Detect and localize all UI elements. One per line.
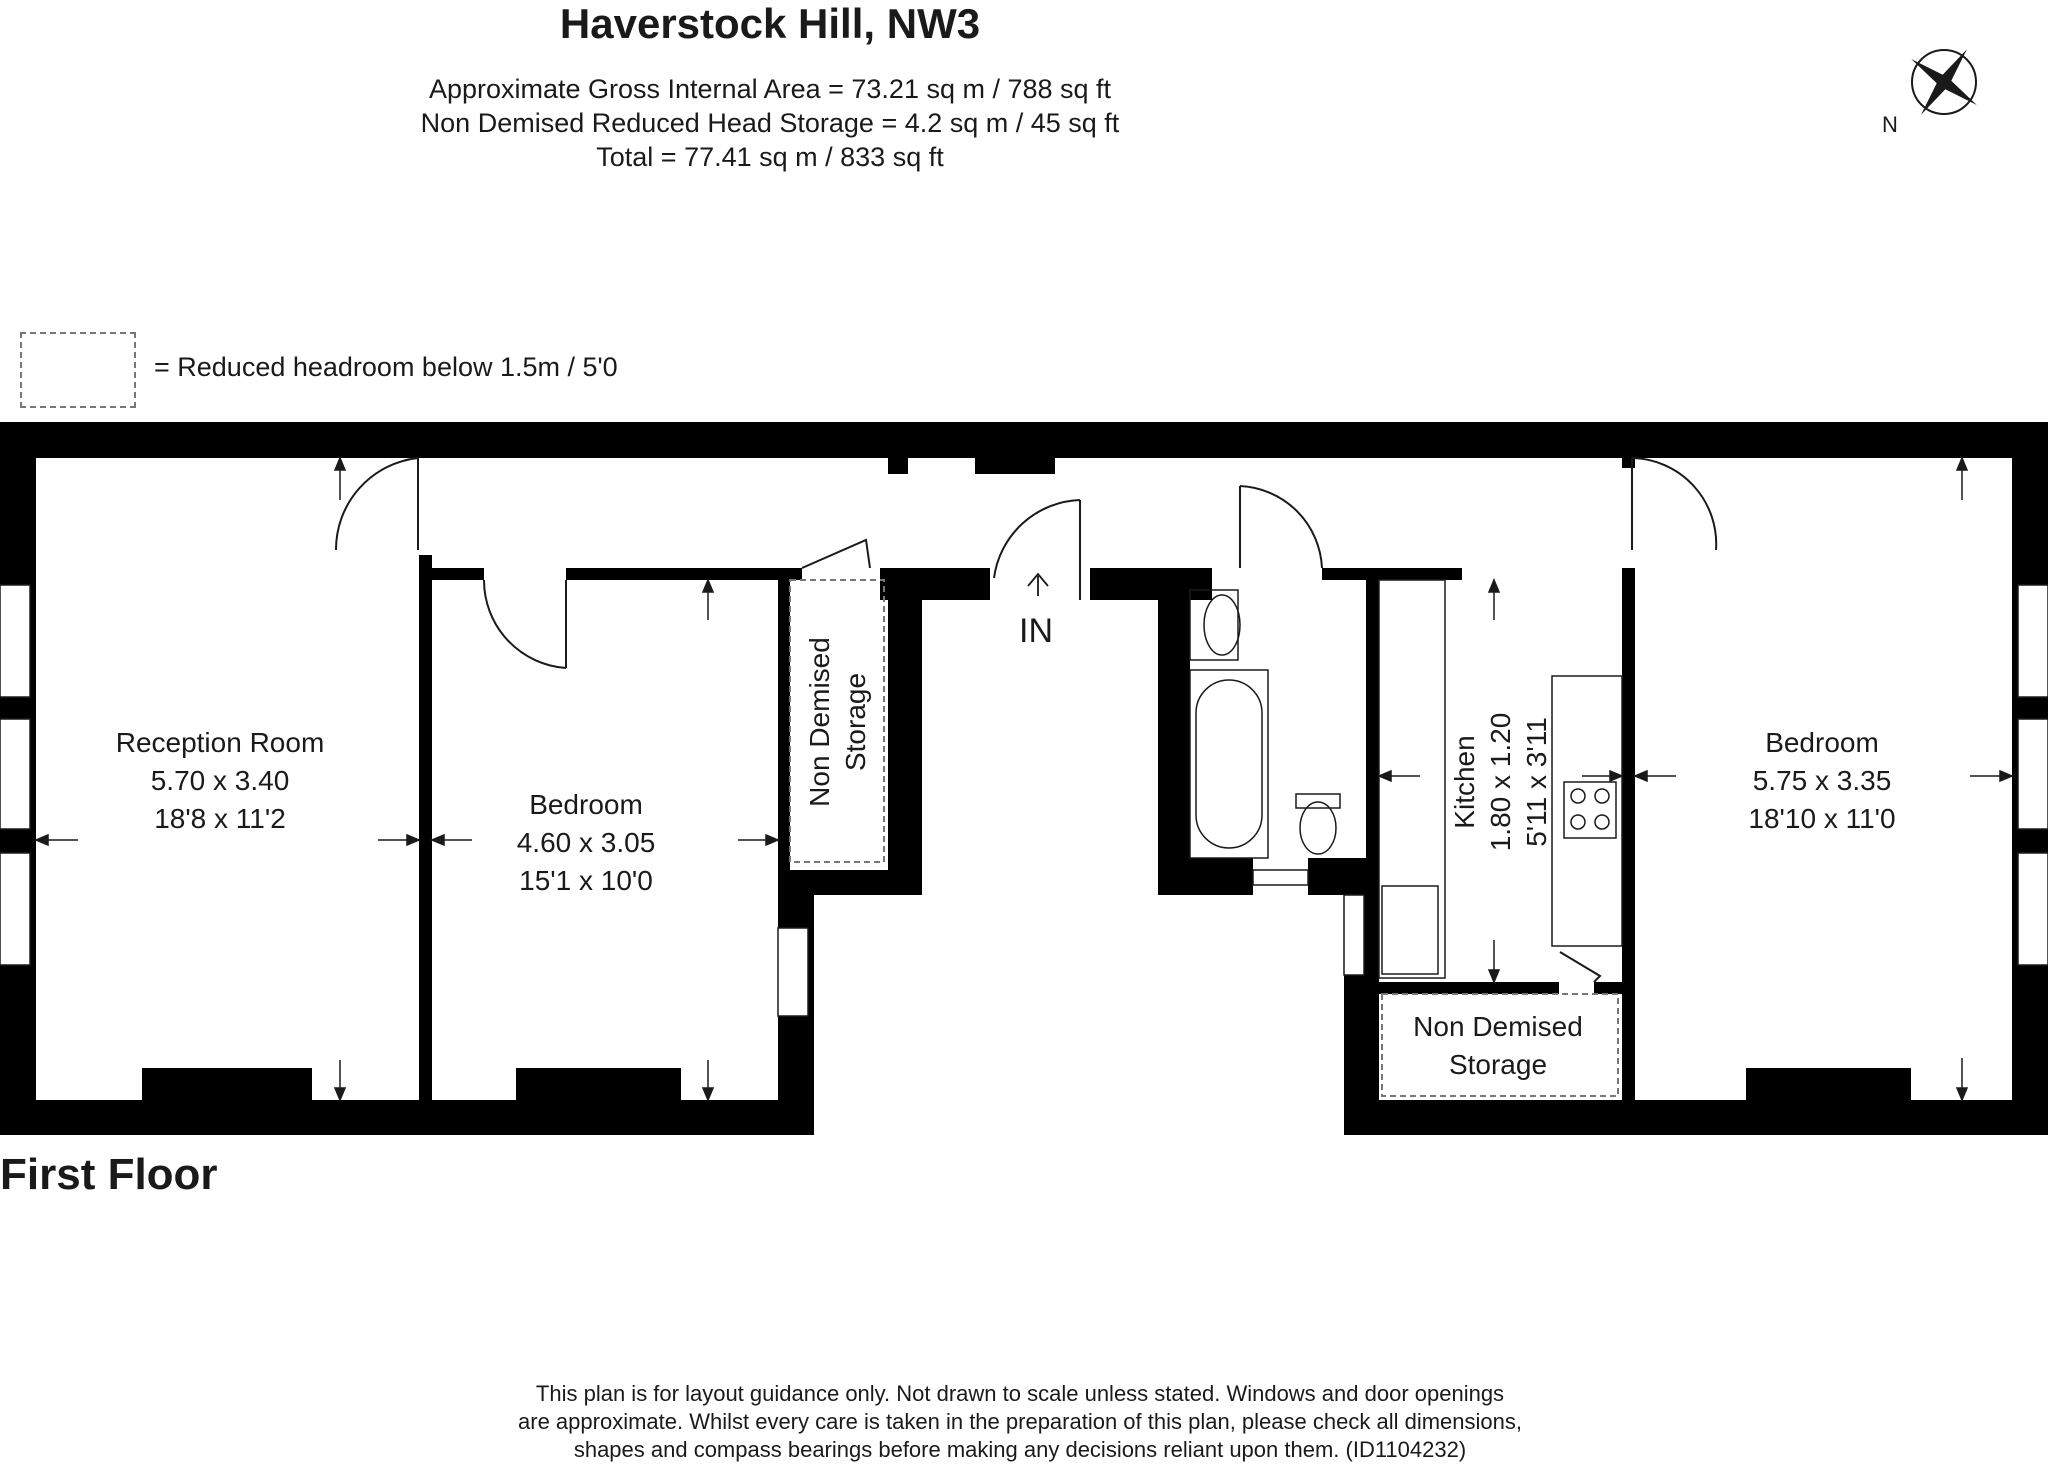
kitchen-counter-right xyxy=(1552,676,1622,946)
reduced-headroom-legend-text: = Reduced headroom below 1.5m / 5'0 xyxy=(154,352,618,382)
storage-left-line1: Non Demised xyxy=(804,637,835,807)
door-bathroom xyxy=(1240,486,1322,568)
door-storage-right xyxy=(1560,952,1600,982)
plan-title: Haverstock Hill, NW3 xyxy=(559,0,981,47)
bedroom-left-metric: 4.60 x 3.05 xyxy=(516,827,656,858)
wall-kitchen-left xyxy=(1366,580,1379,880)
window-reception-3 xyxy=(0,853,30,965)
wall-bottom-right xyxy=(1344,1100,2048,1135)
wall-kitchen-right xyxy=(1622,568,1635,1100)
window-bath xyxy=(1253,870,1308,885)
storage-right-line2: Storage xyxy=(1448,1049,1548,1080)
walls xyxy=(0,422,2048,1135)
gross-area-line: Approximate Gross Internal Area = 73.21 sq m / 788 sq ft xyxy=(428,74,1112,104)
wall-top-nib-b xyxy=(975,458,1055,474)
wall-top xyxy=(0,422,2048,458)
wall-bath-bottom xyxy=(1158,858,1253,895)
fixtures xyxy=(1190,580,1622,978)
disclaimer-line-2: are approximate. Whilst every care is taken in the preparation of this plan, please check all dimensions, xyxy=(518,1409,1522,1434)
storage-left-line2: Storage xyxy=(840,672,871,772)
basin xyxy=(1190,590,1238,660)
reception-imperial: 18'8 x 11'2 xyxy=(154,803,286,834)
wall-chimney-right xyxy=(1746,1068,1911,1100)
kitchen-metric: 1.80 x 1.20 xyxy=(1485,712,1516,852)
wall-kitchen-bottom-b xyxy=(1594,982,1635,994)
window-reception-2 xyxy=(0,719,30,829)
hob-ring-2 xyxy=(1595,789,1609,803)
reception-metric: 5.70 x 3.40 xyxy=(150,765,290,796)
storage-right-line1: Non Demised xyxy=(1413,1011,1583,1042)
kitchen-imperial: 5'11 x 3'11 xyxy=(1521,717,1552,847)
bedroom-right-metric: 5.75 x 3.35 xyxy=(1752,765,1892,796)
door-entrance xyxy=(994,500,1080,600)
compass-north-label: N xyxy=(1882,112,1898,137)
bedroom-right-name: Bedroom xyxy=(1765,727,1879,758)
storage-area-line: Non Demised Reduced Head Storage = 4.2 sq m / 45 sq ft xyxy=(420,108,1120,138)
window-reception-1 xyxy=(0,585,30,697)
entrance-arrow-icon xyxy=(1028,574,1048,596)
bedroom-left-name: Bedroom xyxy=(529,789,643,820)
hob-ring-3 xyxy=(1571,815,1585,829)
toilet-cistern xyxy=(1296,794,1340,808)
window-bedroom-right-1 xyxy=(2018,585,2048,697)
window-bedroom-left xyxy=(778,928,808,1016)
reception-name: Reception Room xyxy=(115,727,325,758)
wall-reception-bedroom xyxy=(419,555,432,1100)
window-kitchen xyxy=(1344,895,1364,975)
disclaimer-line-1: This plan is for layout guidance only. Not drawn to scale unless stated. Windows and door openings xyxy=(535,1381,1505,1406)
hob xyxy=(1564,782,1616,838)
wall-chimney-left xyxy=(142,1068,312,1100)
wall-corridor-lower-a xyxy=(419,568,484,580)
disclaimer xyxy=(340,1380,1700,1464)
hob-ring-1 xyxy=(1571,789,1585,803)
wall-bottom-left xyxy=(0,1100,814,1135)
dimension-arrows xyxy=(36,458,2012,1100)
total-area-line: Total = 77.41 sq m / 833 sq ft xyxy=(596,142,944,172)
bedroom-right-imperial: 18'10 x 11'0 xyxy=(1748,803,1896,834)
hob-ring-4 xyxy=(1595,815,1609,829)
wall-kitchen-bottom xyxy=(1379,982,1559,994)
wall-top-nib-a xyxy=(888,458,908,474)
wall-bedroom-right-left xyxy=(1622,458,1635,468)
wall-bath-left xyxy=(1158,580,1190,895)
toilet-bowl xyxy=(1300,802,1336,854)
kitchen-name: Kitchen xyxy=(1449,735,1480,829)
wall-corridor-lower-e xyxy=(1322,568,1462,580)
kitchen-sink xyxy=(1382,886,1438,974)
window-bedroom-right-3 xyxy=(2018,853,2048,965)
bathtub xyxy=(1190,670,1268,858)
wall-corridor-lower-d xyxy=(1090,568,1212,600)
basin-bowl xyxy=(1204,595,1240,655)
wall-storage-left-right xyxy=(888,580,922,895)
entrance-label: IN xyxy=(1019,612,1053,650)
wall-corridor-lower-b xyxy=(566,568,802,580)
wall-storage-left-side xyxy=(778,580,790,895)
bathtub-inner xyxy=(1196,680,1262,848)
floor-name: First Floor xyxy=(0,1150,218,1199)
door-bedroom-right xyxy=(1632,458,1716,550)
door-bedroom-left xyxy=(484,580,566,668)
wall-storage-left-bottom xyxy=(778,870,922,895)
window-bedroom-right-2 xyxy=(2018,719,2048,829)
wall-chimney-mid xyxy=(516,1068,681,1100)
storage-right-outline xyxy=(1382,994,1618,1096)
disclaimer-line-3: shapes and compass bearings before making any decisions reliant upon them. (ID1104232) xyxy=(573,1437,1467,1462)
door-storage-left xyxy=(802,540,870,568)
bedroom-left-imperial: 15'1 x 10'0 xyxy=(519,865,653,896)
door-reception xyxy=(336,458,418,550)
